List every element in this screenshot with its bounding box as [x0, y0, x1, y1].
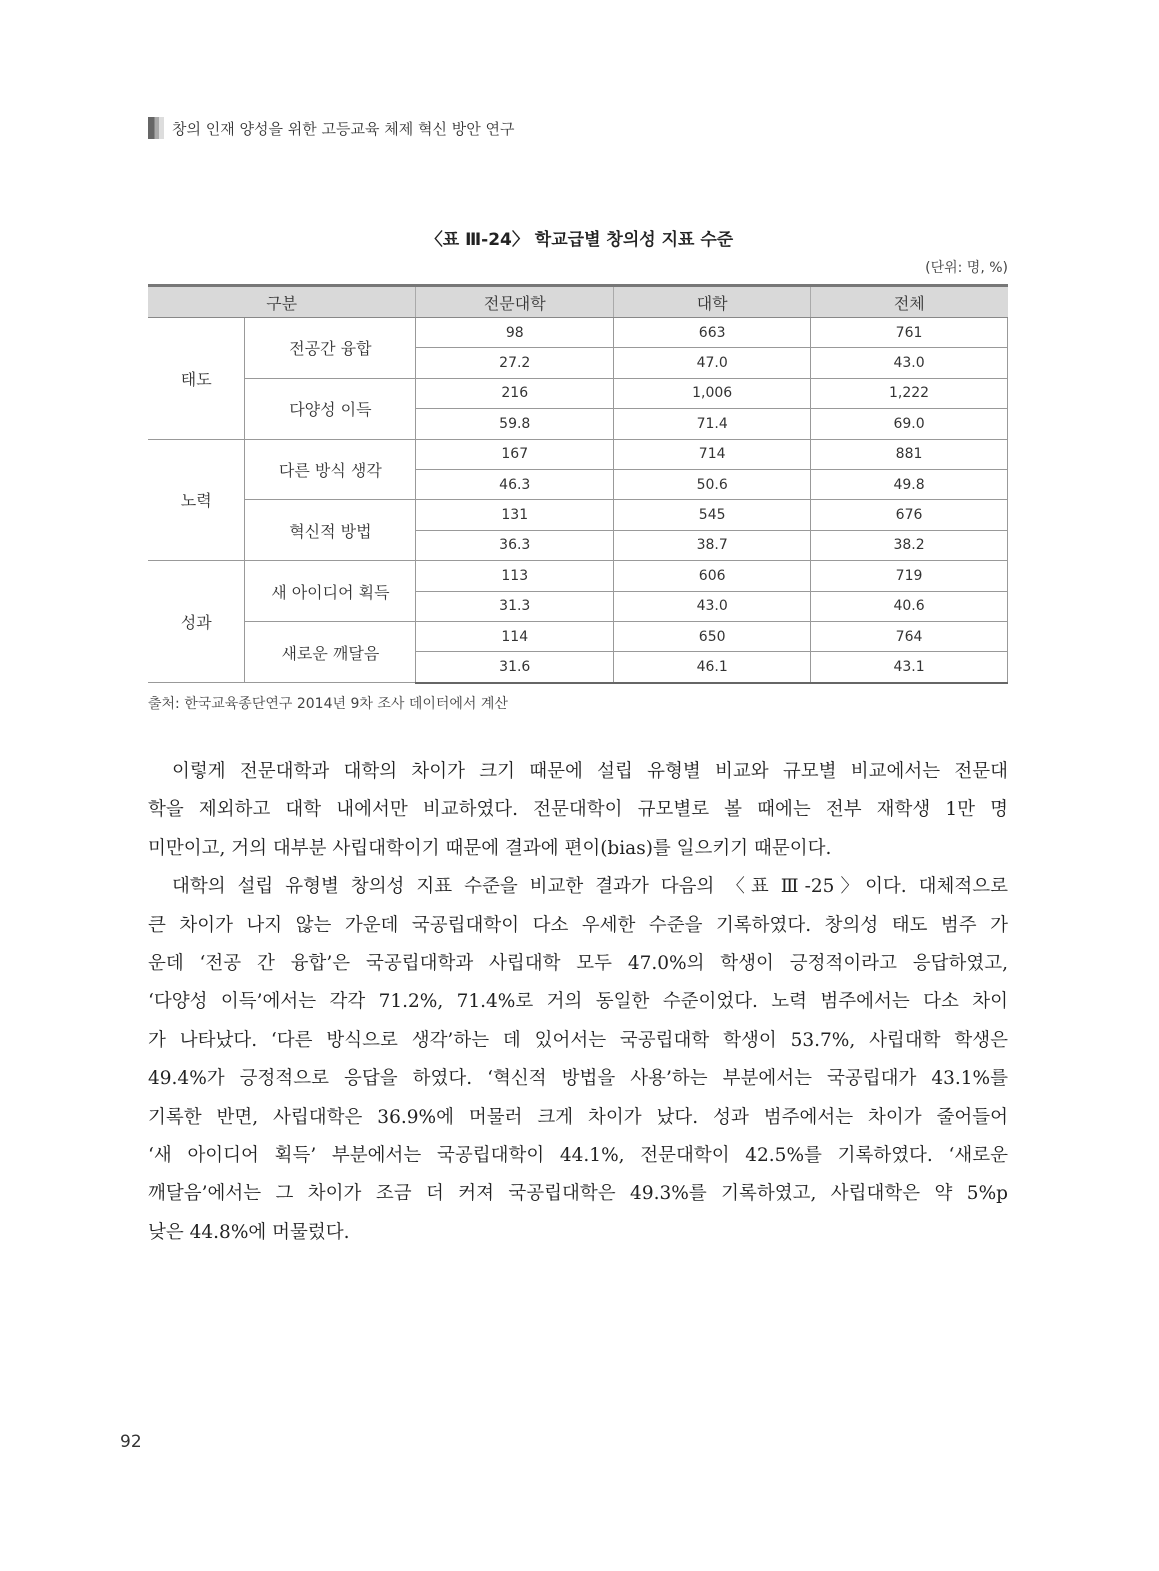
value-cell: 114	[416, 621, 614, 651]
body-line: ‘새 아이디어 획득’ 부분에서는 국공립대학이 44.1%, 전문대학이 42.5%를 기록하였다. ‘새로운	[148, 1145, 1008, 1167]
body-line: 49.4%가 긍정적으로 응답을 하였다. ‘혁신적 방법을 사용’하는 부분에서는 국공립대가 43.1%를	[148, 1068, 1008, 1090]
table-row	[148, 621, 1008, 651]
body-line: 이렇게 전문대학과 대학의 차이가 크기 때문에 설립 유형별 비교와 규모별 비교에서는 전문대	[172, 761, 1008, 782]
category-cell: 성과	[148, 561, 245, 683]
table-row	[148, 318, 1008, 348]
value-cell: 167	[416, 439, 614, 469]
item-label-cell: 새 아이디어 획득	[245, 561, 416, 622]
body-line: 미만이고, 거의 대부분 사립대학이기 때문에 결과에 편이(bias)를 일으키기 때문이다.	[148, 837, 832, 859]
value-cell: 50.6	[614, 469, 811, 499]
value-cell: 31.6	[416, 652, 614, 683]
value-cell: 764	[811, 621, 1008, 651]
value-cell: 43.0	[811, 348, 1008, 378]
value-cell: 663	[614, 318, 811, 348]
value-cell: 881	[811, 439, 1008, 469]
category-cell: 태도	[148, 318, 245, 440]
value-cell: 650	[614, 621, 811, 651]
value-cell: 113	[416, 561, 614, 591]
value-cell: 761	[811, 318, 1008, 348]
col-header: 대학	[614, 286, 811, 318]
item-label-cell: 혁신적 방법	[245, 500, 416, 561]
table-row	[148, 439, 1008, 469]
item-label-cell: 새로운 깨달음	[245, 621, 416, 682]
value-cell: 38.7	[614, 530, 811, 560]
table-row	[148, 500, 1008, 530]
value-cell: 49.8	[811, 469, 1008, 499]
data-table	[148, 284, 1008, 684]
col-header: 전체	[811, 286, 1008, 318]
value-cell: 43.1	[811, 652, 1008, 683]
body-line: 가 나타났다. ‘다른 방식으로 생각’하는 데 있어서는 국공립대학 학생이 53.7%, 사립대학 학생은	[148, 1029, 1008, 1051]
body-line: 학을 제외하고 대학 내에서만 비교하였다. 전문대학이 규모별로 볼 때에는 전부 재학생 1만 명	[148, 799, 1008, 821]
table-row	[148, 378, 1008, 408]
value-cell: 719	[811, 561, 1008, 591]
body-line: 깨달음’에서는 그 차이가 조금 더 커져 국공립대학은 49.3%를 기록하였고, 사립대학은 약 5%p	[148, 1183, 1008, 1205]
page-number: 92	[120, 1432, 142, 1452]
col-header: 구분	[148, 286, 416, 318]
item-label-cell: 다양성 이득	[245, 378, 416, 439]
table-source: 출처: 한국교육종단연구 2014년 9차 조사 데이터에서 계산	[148, 696, 508, 712]
body-line: 대학의 설립 유형별 창의성 지표 수준을 비교한 결과가 다음의 〈표 Ⅲ-25〉이다. 대체적으로	[172, 876, 1008, 898]
value-cell: 27.2	[416, 348, 614, 378]
table-row	[148, 561, 1008, 591]
item-label-cell: 다른 방식 생각	[245, 439, 416, 500]
running-title: 창의 인재 양성을 위한 고등교육 체제 혁신 방안 연구	[172, 119, 515, 138]
value-cell: 36.3	[416, 530, 614, 560]
value-cell: 98	[416, 318, 614, 348]
value-cell: 606	[614, 561, 811, 591]
running-header	[148, 117, 514, 139]
value-cell: 46.3	[416, 469, 614, 499]
body-line: 낮은 44.8%에 머물렀다.	[148, 1221, 350, 1243]
value-cell: 59.8	[416, 409, 614, 439]
body-line: 큰 차이가 나지 않는 가운데 국공립대학이 다소 우세한 수준을 기록하였다. 창의성 태도 범주 가	[148, 914, 1008, 936]
value-cell: 71.4	[614, 409, 811, 439]
item-label-cell: 전공간 융합	[245, 318, 416, 379]
body-line: ‘다양성 이득’에서는 각각 71.2%, 71.4%로 거의 동일한 수준이었다. 노력 범주에서는 다소 차이	[148, 991, 1008, 1013]
table-title: 〈표 Ⅲ-24〉 학교급별 창의성 지표 수준	[425, 230, 734, 250]
value-cell: 676	[811, 500, 1008, 530]
value-cell: 216	[416, 378, 614, 408]
value-cell: 40.6	[811, 591, 1008, 621]
value-cell: 31.3	[416, 591, 614, 621]
value-cell: 714	[614, 439, 811, 469]
body-text	[148, 753, 1008, 1252]
body-line: 기록한 반면, 사립대학은 36.9%에 머물러 크게 차이가 났다. 성과 범주에서는 차이가 줄어들어	[148, 1106, 1008, 1128]
table-unit: (단위: 명, %)	[925, 260, 1008, 276]
value-cell: 131	[416, 500, 614, 530]
category-cell: 노력	[148, 439, 245, 561]
value-cell: 43.0	[614, 591, 811, 621]
value-cell: 47.0	[614, 348, 811, 378]
value-cell: 46.1	[614, 652, 811, 683]
value-cell: 69.0	[811, 409, 1008, 439]
value-cell: 38.2	[811, 530, 1008, 560]
col-header: 전문대학	[416, 286, 614, 318]
value-cell: 1,222	[811, 378, 1008, 408]
body-line: 운데 ‘전공 간 융합’은 국공립대학과 사립대학 모두 47.0%의 학생이 긍정적이라고 응답하였고,	[148, 953, 1008, 975]
value-cell: 545	[614, 500, 811, 530]
value-cell: 1,006	[614, 378, 811, 408]
header-bar-icon	[148, 117, 164, 139]
